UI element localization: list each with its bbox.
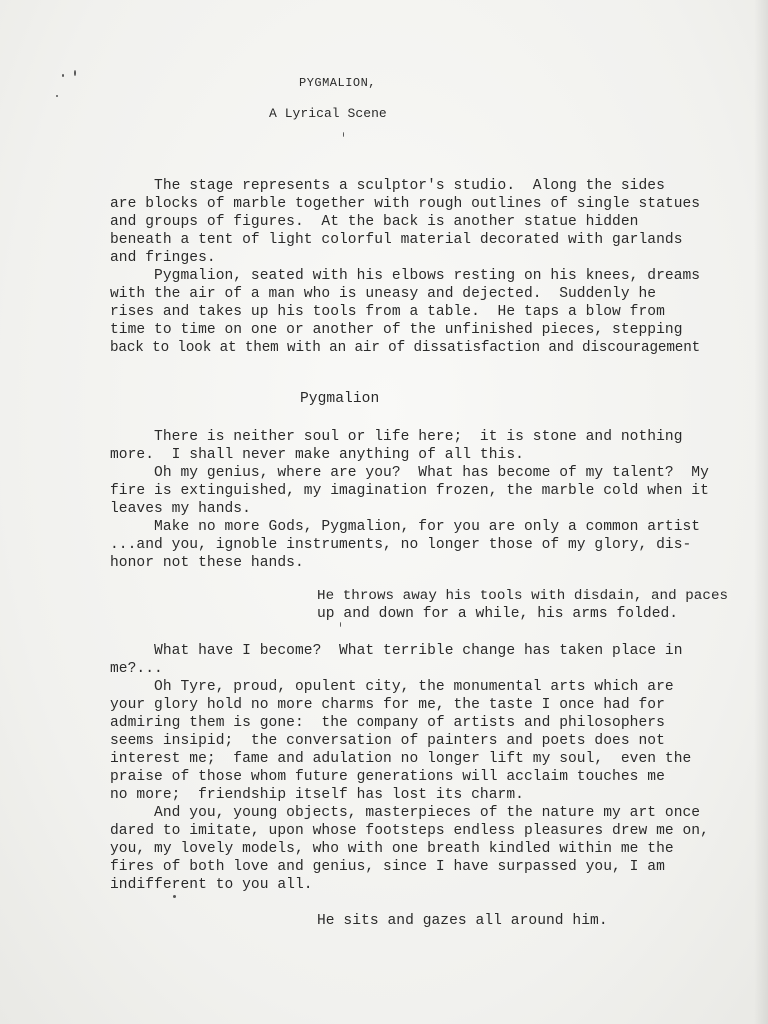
- text-line: What have I become? What terrible change has taken place in: [110, 643, 683, 659]
- scan-speck: [62, 74, 64, 77]
- text-line: interest me; fame and adulation no longer lift my soul, even the: [110, 751, 692, 767]
- text-line: Oh my genius, where are you? What has become of my talent? My: [110, 465, 709, 481]
- text-line: time to time on one or another of the unfinished pieces, stepping: [110, 322, 683, 338]
- text-line: honor not these hands.: [110, 555, 304, 571]
- text-line: leaves my hands.: [110, 501, 251, 517]
- text-line: fire is extinguished, my imagination frozen, the marble cold when it: [110, 483, 709, 499]
- scan-speck: [56, 95, 58, 97]
- scan-speck: [74, 70, 76, 76]
- text-line: with the air of a man who is uneasy and dejected. Suddenly he: [110, 286, 657, 302]
- text-line: admiring them is gone: the company of artists and philosophers: [110, 715, 665, 731]
- text-line: fires of both love and genius, since I have surpassed you, I am: [110, 859, 665, 875]
- text-line: me?...: [110, 661, 163, 677]
- text-line: and groups of figures. At the back is another statue hidden: [110, 214, 639, 230]
- text-line: are blocks of marble together with rough outlines of single statues: [110, 196, 701, 212]
- text-line: no more; friendship itself has lost its charm.: [110, 787, 524, 803]
- text-line: beneath a tent of light colorful material decorated with garlands: [110, 232, 683, 248]
- text-line: There is neither soul or life here; it is stone and nothing: [110, 429, 683, 445]
- text-line: indifferent to you all.: [110, 877, 313, 893]
- scan-speck: [343, 132, 344, 137]
- text-line: your glory hold no more charms for me, the taste I once had for: [110, 697, 665, 713]
- text-line: Make no more Gods, Pygmalion, for you are only a common artist: [110, 519, 701, 535]
- text-line: back to look at them with an air of dissatisfaction and discouragement: [110, 340, 701, 356]
- text-line: more. I shall never make anything of all this.: [110, 447, 524, 463]
- text-line: praise of those whom future generations will acclaim touches me: [110, 769, 665, 785]
- text-line: and fringes.: [110, 250, 216, 266]
- page-edge-shadow: [754, 0, 768, 1024]
- text-line: He throws away his tools with disdain, and paces: [317, 588, 729, 604]
- text-line: rises and takes up his tools from a table. He taps a blow from: [110, 304, 665, 320]
- text-line: up and down for a while, his arms folded.: [317, 606, 679, 622]
- document-title: PYGMALION,: [299, 76, 377, 90]
- text-line: Oh Tyre, proud, opulent city, the monumental arts which are: [110, 679, 674, 695]
- text-line: The stage represents a sculptor's studio. Along the sides: [110, 178, 665, 194]
- text-line: seems insipid; the conversation of painters and poets does not: [110, 733, 665, 749]
- stage-direction-2: He sits and gazes all around him.: [317, 913, 608, 929]
- speaker-heading: Pygmalion: [300, 391, 380, 407]
- document-subtitle: A Lyrical Scene: [269, 106, 387, 121]
- scan-speck: [173, 895, 176, 898]
- text-line: you, my lovely models, who with one breath kindled within me the: [110, 841, 674, 857]
- text-line: And you, young objects, masterpieces of the nature my art once: [110, 805, 701, 821]
- text-line: Pygmalion, seated with his elbows resting on his knees, dreams: [110, 268, 701, 284]
- text-line: dared to imitate, upon whose footsteps endless pleasures drew me on,: [110, 823, 709, 839]
- text-line: ...and you, ignoble instruments, no longer those of my glory, dis-: [110, 537, 692, 553]
